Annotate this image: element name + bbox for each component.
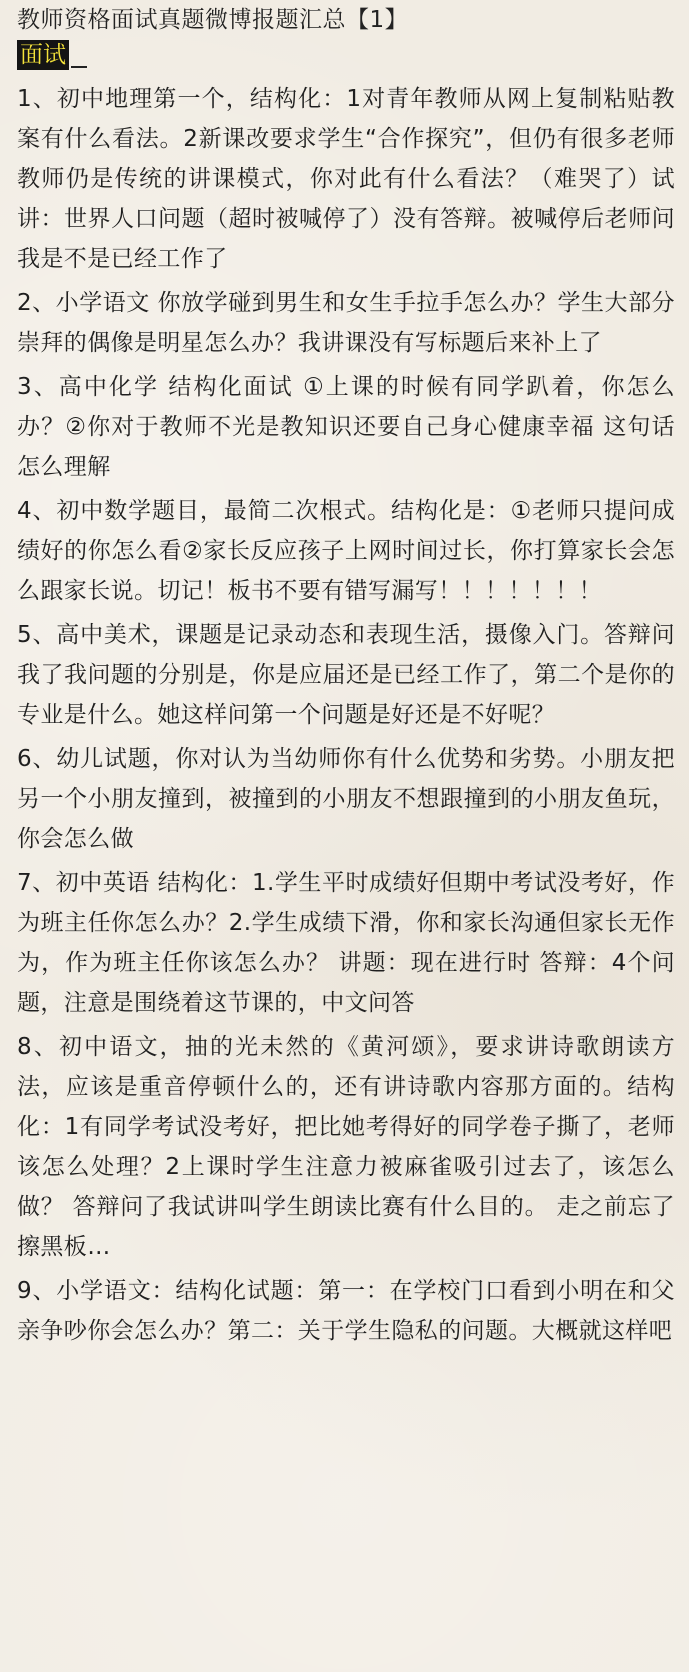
question-item-5: 5、高中美术，课题是记录动态和表现生活，摄像入门。答辩问我了我问题的分别是，你是应届还是已经工作了，第二个是你的专业是什么。她这样问第一个问题是好还是不好呢？ <box>17 622 675 728</box>
question-list <box>17 79 675 1351</box>
question-item-1: 1、初中地理第一个，结构化：1对青年教师从网上复制粘贴教案有什么看法。2新课改要求学生“合作探究”，但仍有很多老师教师仍是传统的讲课模式，你对此有什么看法？（难哭了）试讲：世界人口问题（超时被喊停了）没有答辩。被喊停后老师问我是不是已经工作了 <box>17 86 675 272</box>
question-item-4: 4、初中数学题目，最简二次根式。结构化是：①老师只提问成绩好的你怎么看②家长反应孩子上网时间过长，你打算家长会怎么跟家长说。切记！板书不要有错写漏写！！！！！！！ <box>17 498 675 604</box>
question-item-7: 7、初中英语 结构化：1.学生平时成绩好但期中考试没考好，作为班主任你怎么办？2.学生成绩下滑，你和家长沟通但家长无作为，作为班主任你该怎么办？ 讲题：现在进行时 答辩：4个问题，注意是围绕着这节课的，中文问答 <box>17 870 675 1016</box>
section-tag: 面试 <box>17 40 69 70</box>
question-item-9: 9、小学语文：结构化试题：第一：在学校门口看到小明在和父亲争吵你会怎么办？第二：关于学生隐私的问题。大概就这样吧 <box>17 1278 675 1344</box>
question-item-2: 2、小学语文 你放学碰到男生和女生手拉手怎么办？学生大部分崇拜的偶像是明星怎么办？我讲课没有写标题后来补上了 <box>17 290 675 356</box>
question-item-3: 3、高中化学 结构化面试 ①上课的时候有同学趴着，你怎么办？②你对于教师不光是教知识还要自己身心健康幸福 这句话怎么理解 <box>17 374 675 480</box>
document-title: 教师资格面试真题微博报题汇总【1】 <box>17 7 409 33</box>
question-item-8: 8、初中语文，抽的光未然的《黄河颂》，要求讲诗歌朗读方法，应该是重音停顿什么的，还有讲诗歌内容那方面的。结构化：1有同学考试没考好，把比她考得好的同学卷子撕了，老师该怎么处理？2上课时学生注意力被麻雀吸引过去了，该怎么做？ 答辩问了我试讲叫学生朗读比赛有什么目的。 走之前忘了擦黑板… <box>17 1034 675 1260</box>
section-tag-underline <box>71 66 87 68</box>
question-item-6: 6、幼儿试题，你对认为当幼师你有什么优势和劣势。小朋友把另一个小朋友撞到，被撞到的小朋友不想跟撞到的小朋友鱼玩，你会怎么做 <box>17 746 675 852</box>
section-header <box>17 40 675 76</box>
